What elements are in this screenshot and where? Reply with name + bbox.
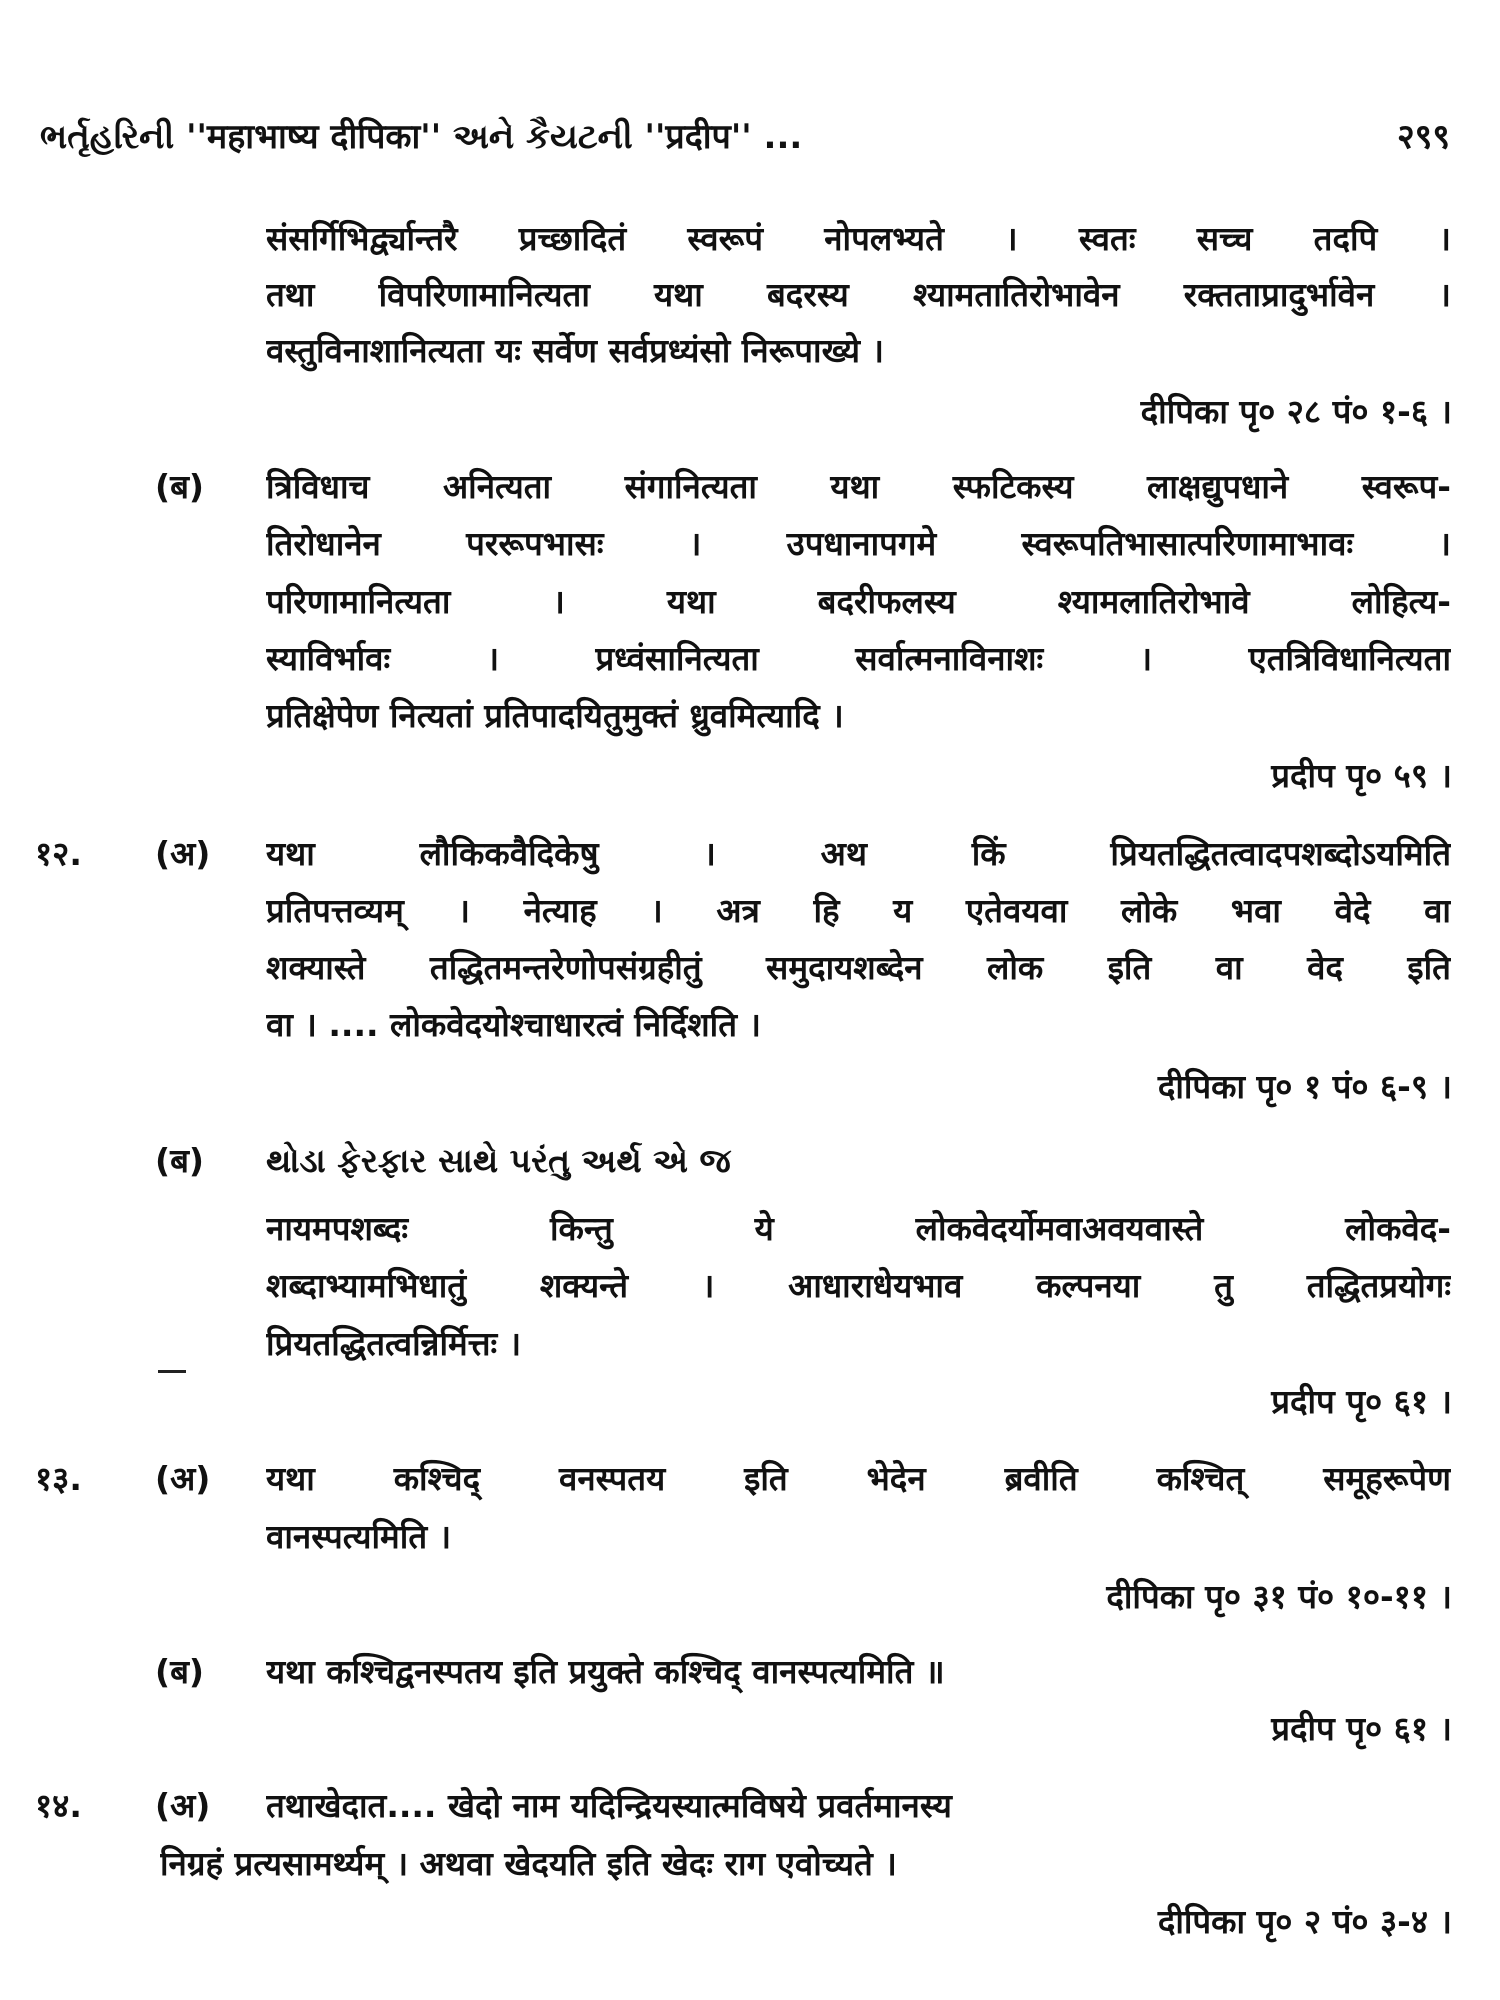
s13b-line: यथा कश्चिद्वनस्पतय इति प्रयुक्ते कश्चिद् वानस्पत्यमिति ॥ <box>266 1652 945 1691</box>
s13a-line-1: यथा कश्चिद् वनस्पतय इति भेदेन ब्रवीति कश्चित् समूहरूपेण <box>266 1459 1451 1498</box>
s14a-line-1: तथाखेदात.... खेदो नाम यदिन्द्रियस्यात्मविषये प्रवर्तमानस्य <box>266 1786 952 1825</box>
page-number: २९९ <box>1396 117 1450 157</box>
s12a-label: (अ) <box>155 834 211 873</box>
intro-line-1: संसर्गिभिर्द्व्यान्तरै प्रच्छादितं स्वरूपं नोपलभ्यते । स्वतः सच्च तदपि । <box>266 219 1451 258</box>
s12b-line-3: प्रियतद्धितत्वन्निर्मित्तः । <box>266 1324 522 1363</box>
s11b-line-3: परिणामानित्यता । यथा बदरीफलस्य श्यामलातिरोभावे लोहित्य- <box>266 582 1451 621</box>
s14a-label: (अ) <box>155 1786 211 1825</box>
s13b-reference: प्रदीप पृ० ६१ । <box>1271 1709 1452 1748</box>
s12b-reference: प्रदीप पृ० ६१ । <box>1271 1382 1452 1421</box>
s13a-label: (अ) <box>155 1459 211 1498</box>
margin-mark <box>158 1370 186 1373</box>
s13b-label: (ब) <box>155 1652 205 1691</box>
intro-line-3: वस्तुविनाशानित्यता यः सर्वेण सर्वप्रध्यंसो निरूपाख्ये । <box>266 331 885 370</box>
section-12-number: १२. <box>35 834 82 873</box>
s12b-line-1: नायमपशब्दः किन्तु ये लोकवेदर्योमवाअवयवास्ते लोकवेद- <box>266 1209 1451 1248</box>
s11b-label: (ब) <box>155 467 205 506</box>
s12b-line-2: शब्दाभ्यामभिधातुं शक्यन्ते । आधाराधेयभाव कल्पनया तु तद्धितप्रयोगः <box>266 1266 1451 1305</box>
s11b-line-4: स्याविर्भावः । प्रध्वंसानित्यता सर्वात्मनाविनाशः । एतत्रिविधानित्यता <box>266 639 1451 678</box>
s12a-line-4: वा । .... लोकवेदयोश्चाधारत्वं निर्दिशति । <box>266 1005 762 1044</box>
section-14-number: १४. <box>35 1786 82 1825</box>
intro-reference: दीपिका पृ० २८ पं० १-६ । <box>1140 392 1452 431</box>
s14a-reference: दीपिका पृ० २ पं० ३-४ । <box>1157 1902 1452 1941</box>
intro-line-2: तथा विपरिणामानित्यता यथा बदरस्य श्यामतातिरोभावेन रक्तताप्रादुर्भावेन । <box>266 275 1451 314</box>
s13a-line-2: वानस्पत्यमिति । <box>266 1517 452 1556</box>
s11b-reference: प्रदीप पृ० ५९ । <box>1271 756 1452 795</box>
s11b-line-2: तिरोधानेन पररूपभासः । उपधानापगमे स्वरूपतिभासात्परिणामाभावः । <box>266 524 1451 563</box>
s12a-line-2: प्रतिपत्तव्यम् । नेत्याह । अत्र हि य एतेवयवा लोके भवा वेदे वा <box>266 891 1451 930</box>
s13a-reference: दीपिका पृ० ३१ पं० १०-११ । <box>1106 1577 1452 1616</box>
s12b-label: (ब) <box>155 1141 205 1180</box>
header-title: ભર્તૃહરિની ''महाभाष्य दीपिका'' અને કૈયટની ''प्रदीप'' ... <box>40 117 803 157</box>
s12a-line-3: शक्यास्ते तद्धितमन्तरेणोपसंग्रहीतुं समुदायशब्देन लोक इति वा वेद इति <box>266 948 1451 987</box>
s12a-line-1: यथा लौकिकवैदिकेषु । अथ किं प्रियतद्धितत्वादपशब्दोऽयमिति <box>266 834 1451 873</box>
s12b-note: થોડા ફેરફાર સાથે પરંતુ અર્થ એ જ <box>266 1141 731 1180</box>
s14a-line-2: निग्रहं प्रत्यसामर्थ्यम् । अथवा खेदयति इति खेदः राग एवोच्यते । <box>160 1844 897 1883</box>
s11b-line-1: त्रिविधाच अनित्यता संगानित्यता यथा स्फटिकस्य लाक्षद्युपधाने स्वरूप- <box>266 467 1451 506</box>
s11b-line-5: प्रतिक्षेपेण नित्यतां प्रतिपादयितुमुक्तं ध्रुवमित्यादि । <box>266 696 844 735</box>
section-13-number: १३. <box>35 1459 82 1498</box>
s12a-reference: दीपिका पृ० १ पं० ६-९ । <box>1157 1067 1452 1106</box>
running-header <box>40 112 1450 172</box>
